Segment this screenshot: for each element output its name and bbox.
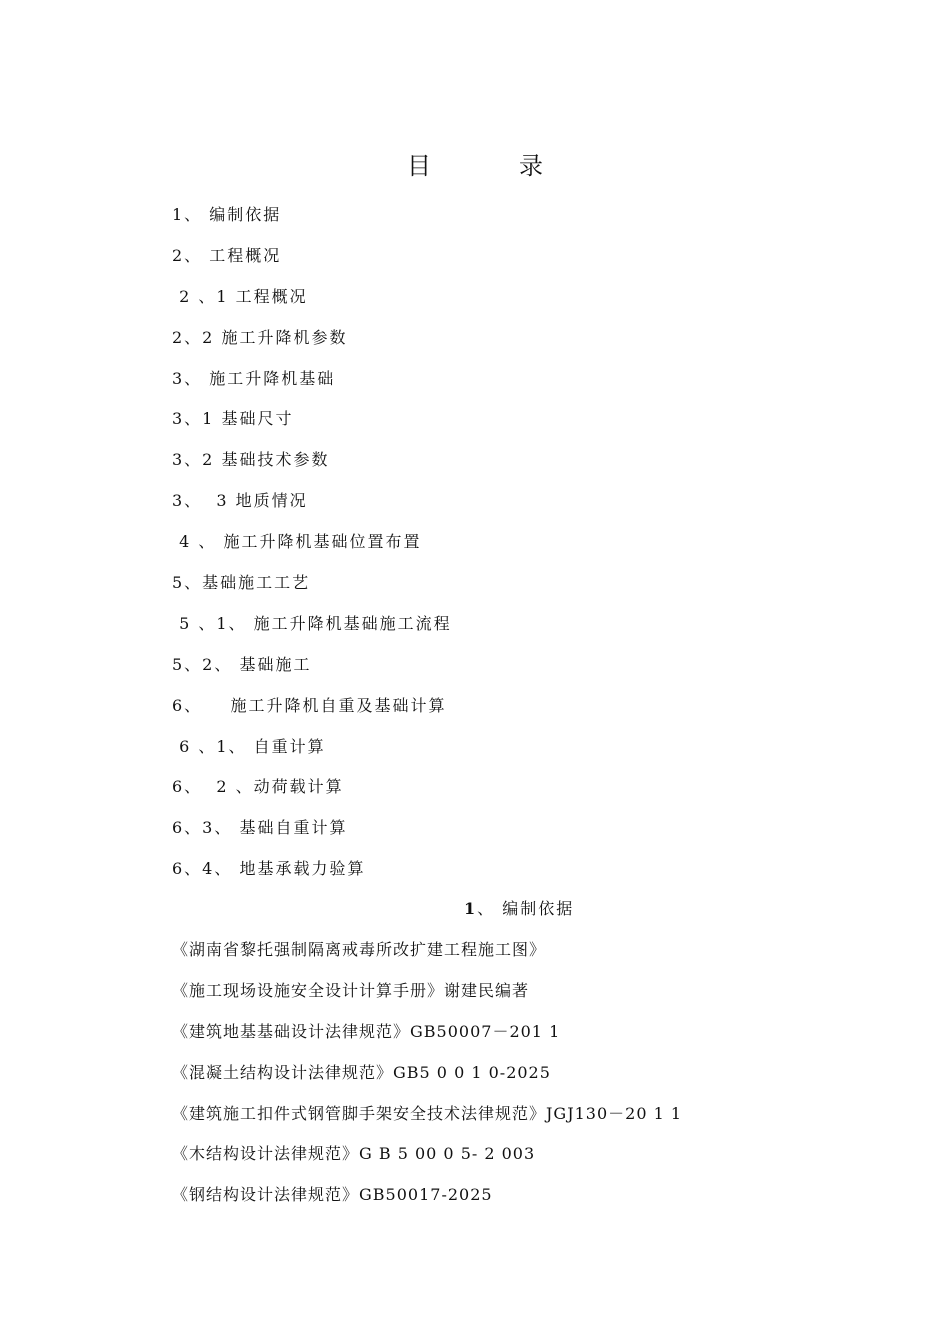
reference-item: 《混凝土结构设计法律规范》GB5 0 0 1 0-2025 xyxy=(172,1062,551,1082)
toc-title-part1: 目 xyxy=(407,152,431,180)
toc-item: 6、 施工升降机自重及基础计算 xyxy=(172,695,447,715)
reference-item: 《建筑施工扣件式钢管脚手架安全技术法律规范》JGJ130－20 1 1 xyxy=(172,1103,683,1123)
reference-item: 《湖南省黎托强制隔离戒毒所改扩建工程施工图》 xyxy=(172,940,547,959)
reference-item: 《钢结构设计法律规范》GB50017-2025 xyxy=(172,1185,493,1205)
toc-item: 6 、1、 自重计算 xyxy=(172,736,326,756)
section-title: 、 编制依据 xyxy=(477,899,575,918)
toc-item: 6、4、 地基承载力验算 xyxy=(172,859,366,879)
toc-item: 5、基础施工工艺 xyxy=(172,573,311,593)
toc-list xyxy=(172,200,452,895)
toc-item: 3、 3 地质情况 xyxy=(172,491,308,511)
toc-item: 2 、1 工程概况 xyxy=(172,286,308,306)
toc-title-part2: 录 xyxy=(519,152,543,180)
toc-item: 2、2 施工升降机参数 xyxy=(172,327,348,347)
toc-item: 4 、 施工升降机基础位置布置 xyxy=(172,532,422,552)
toc-item: 2、 工程概况 xyxy=(172,245,282,265)
toc-item: 1、 编制依据 xyxy=(172,205,282,224)
reference-list xyxy=(172,935,682,1221)
section-heading xyxy=(464,896,574,919)
toc-item: 3、 施工升降机基础 xyxy=(172,368,336,388)
toc-item: 6、3、 基础自重计算 xyxy=(172,818,348,838)
reference-item: 《建筑地基基础设计法律规范》GB50007－201 1 xyxy=(172,1021,561,1041)
toc-title xyxy=(0,146,950,181)
toc-item: 3、1 基础尺寸 xyxy=(172,409,294,429)
reference-item: 《木结构设计法律规范》G B 5 00 0 5- 2 003 xyxy=(172,1144,536,1164)
toc-item: 5、2、 基础施工 xyxy=(172,654,312,674)
toc-item: 6、 2 、动荷载计算 xyxy=(172,777,344,797)
toc-item: 3、2 基础技术参数 xyxy=(172,450,330,470)
reference-item: 《施工现场设施安全设计计算手册》谢建民编著 xyxy=(172,980,530,1000)
toc-item: 5 、1、 施工升降机基础施工流程 xyxy=(172,613,452,633)
section-number: 1 xyxy=(464,899,478,918)
